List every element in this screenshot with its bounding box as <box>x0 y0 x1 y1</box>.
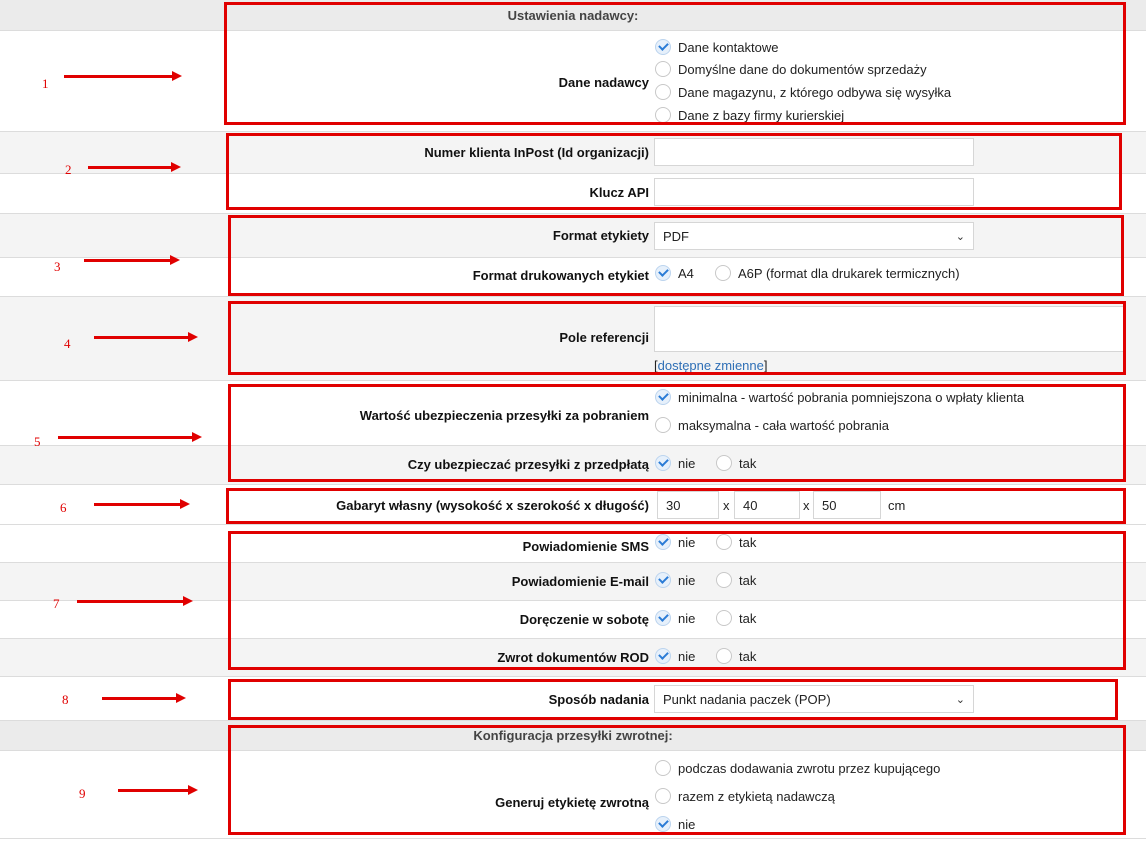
annotation-number-4: 4 <box>64 336 71 351</box>
return-config-title: Konfiguracja przesyłki zwrotnej: <box>473 728 673 743</box>
variables-link-wrapper: [dostępne zmienne] <box>654 358 768 373</box>
sender-data-label: Dane nadawcy <box>558 75 649 90</box>
dimension-separator: x <box>723 498 730 513</box>
annotation-box-8 <box>228 679 1118 720</box>
option-label: podczas dodawania zwrotu przez kupującego <box>678 760 941 776</box>
option-label: maksymalna - cała wartość pobrania <box>678 417 889 433</box>
option-label: nie <box>678 610 696 626</box>
option-label: nie <box>678 816 696 832</box>
option-label: tak <box>739 648 757 664</box>
option-label: nie <box>678 455 696 471</box>
dimension-unit: cm <box>888 498 906 513</box>
option-label: Domyślne dane do dokumentów sprzedaży <box>678 61 927 77</box>
option-label: Dane magazynu, z którego odbywa się wysyłka <box>678 84 952 100</box>
option-label: tak <box>739 572 757 588</box>
arrow-right-icon <box>77 600 185 603</box>
email-notification-label: Powiadomienie E-mail <box>511 574 649 589</box>
arrow-right-icon <box>58 436 194 439</box>
api-key-label: Klucz API <box>589 185 649 200</box>
annotation-box-6 <box>226 488 1126 524</box>
arrow-right-icon <box>84 259 172 262</box>
option-label: tak <box>739 534 757 550</box>
length-input[interactable]: 50 <box>813 491 881 519</box>
arrow-right-icon <box>94 503 182 506</box>
dispatch-method-value: Punkt nadania paczek (POP) <box>663 691 831 707</box>
annotation-number-7: 7 <box>53 596 60 611</box>
chevron-down-icon: ⌄ <box>955 230 965 243</box>
annotation-number-8: 8 <box>62 692 69 707</box>
option-label: nie <box>678 572 696 588</box>
client-number-label: Numer klienta InPost (Id organizacji) <box>424 145 649 160</box>
arrow-right-icon <box>94 336 190 339</box>
annotation-number-9: 9 <box>79 786 86 801</box>
arrow-right-icon <box>118 789 190 792</box>
annotation-number-6: 6 <box>60 500 67 515</box>
option-label: Dane kontaktowe <box>678 39 779 55</box>
annotation-box-9 <box>228 725 1126 835</box>
annotation-box-4 <box>228 301 1126 375</box>
annotation-box-1 <box>224 2 1126 125</box>
generate-return-label: Generuj etykietę zwrotną <box>495 795 649 810</box>
option-label: Dane z bazy firmy kurierskiej <box>678 107 845 123</box>
saturday-delivery-label: Doręczenie w sobotę <box>519 612 649 627</box>
option-label: minimalna - wartość pobrania pomniejszona o wpłaty klienta <box>678 389 1025 405</box>
option-label: A6P (format dla drukarek termicznych) <box>738 265 960 281</box>
prepaid-insurance-label: Czy ubezpieczać przesyłki z przedpłatą <box>407 457 649 472</box>
chevron-down-icon: ⌄ <box>955 693 965 706</box>
option-label: nie <box>678 648 696 664</box>
annotation-box-7 <box>228 531 1126 670</box>
option-label: razem z etykietą nadawczą <box>678 788 835 804</box>
dimensions-label: Gabaryt własny (wysokość x szerokość x długość) <box>336 498 649 513</box>
annotation-number-3: 3 <box>54 259 61 274</box>
sender-settings-title: Ustawienia nadawcy: <box>507 8 639 23</box>
dimension-separator: x <box>803 498 810 513</box>
cod-insurance-label: Wartość ubezpieczenia przesyłki za pobraniem <box>359 408 649 423</box>
arrow-right-icon <box>102 697 178 700</box>
height-input[interactable]: 30 <box>657 491 719 519</box>
annotation-number-5: 5 <box>34 434 41 449</box>
annotation-box-3 <box>228 215 1124 296</box>
label-format-label: Format etykiety <box>552 228 649 243</box>
annotation-number-1: 1 <box>42 76 49 91</box>
arrow-right-icon <box>88 166 173 169</box>
available-variables-link[interactable]: dostępne zmienne <box>657 358 764 373</box>
annotation-number-2: 2 <box>65 162 72 177</box>
width-input[interactable]: 40 <box>734 491 800 519</box>
label-format-value: PDF <box>663 228 689 244</box>
print-format-label: Format drukowanych etykiet <box>472 268 649 283</box>
arrow-right-icon <box>64 75 174 78</box>
sms-notification-label: Powiadomienie SMS <box>522 539 649 554</box>
annotation-box-5 <box>228 384 1126 482</box>
annotation-box-2 <box>226 133 1122 210</box>
option-label: tak <box>739 455 757 471</box>
option-label: tak <box>739 610 757 626</box>
option-label: nie <box>678 534 696 550</box>
reference-label: Pole referencji <box>559 330 649 345</box>
rod-return-label: Zwrot dokumentów ROD <box>497 650 649 665</box>
dispatch-method-label: Sposób nadania <box>548 692 649 707</box>
option-label: A4 <box>678 265 694 281</box>
